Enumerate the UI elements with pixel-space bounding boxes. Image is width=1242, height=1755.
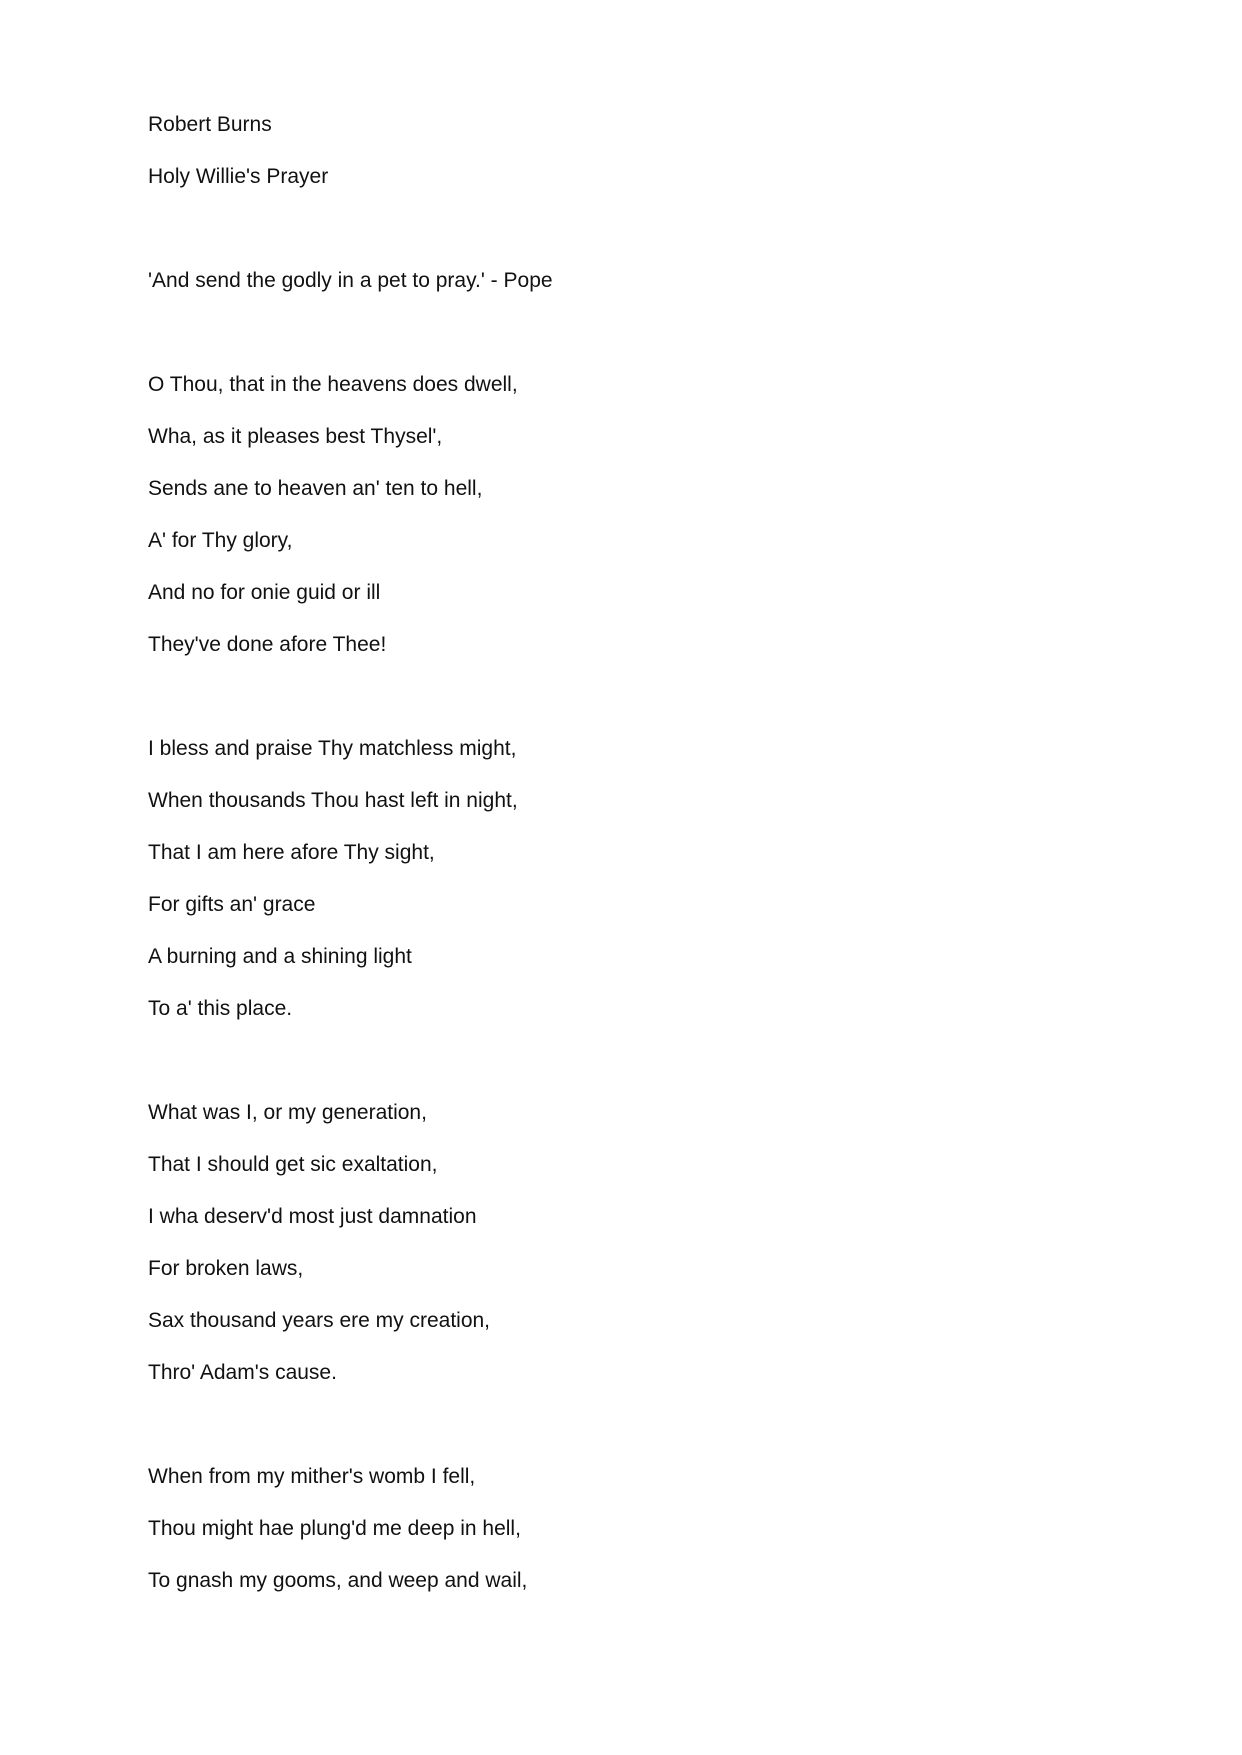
epigraph: 'And send the godly in a pet to pray.' - Pope: [148, 269, 553, 292]
poem-line: When from my mither's womb I fell,: [148, 1465, 476, 1488]
spacer: [148, 680, 1148, 732]
poem-line: And no for onie guid or ill: [148, 581, 381, 604]
spacer: [148, 316, 1148, 368]
poem-line: I wha deserv'd most just damnation: [148, 1205, 477, 1228]
author-name: Robert Burns: [148, 113, 272, 136]
poem-line: When thousands Thou hast left in night,: [148, 789, 518, 812]
poem-line: For gifts an' grace: [148, 893, 316, 916]
poem-text: [148, 108, 1148, 1616]
stanza-2: [148, 732, 1148, 1044]
poem-line: To gnash my gooms, and weep and wail,: [148, 1569, 528, 1592]
poem-line: A burning and a shining light: [148, 945, 412, 968]
poem-line: They've done afore Thee!: [148, 633, 387, 656]
poem-line: I bless and praise Thy matchless might,: [148, 737, 517, 760]
poem-line: What was I, or my generation,: [148, 1101, 427, 1124]
poem-line: Wha, as it pleases best Thysel',: [148, 425, 443, 448]
spacer: [148, 1408, 1148, 1460]
poem-line: Sax thousand years ere my creation,: [148, 1309, 491, 1332]
poem-title: Holy Willie's Prayer: [148, 165, 329, 188]
poem-line: For broken laws,: [148, 1257, 304, 1280]
spacer: [148, 212, 1148, 264]
poem-line: That I should get sic exaltation,: [148, 1153, 438, 1176]
stanza-1: [148, 368, 1148, 680]
poem-line: To a' this place.: [148, 997, 293, 1020]
poem-line: A' for Thy glory,: [148, 529, 293, 552]
stanza-3: [148, 1096, 1148, 1408]
spacer: [148, 1044, 1148, 1096]
poem-line: Thro' Adam's cause.: [148, 1361, 337, 1384]
poem-line: Thou might hae plung'd me deep in hell,: [148, 1517, 521, 1540]
stanza-4: [148, 1460, 1148, 1616]
poem-line: That I am here afore Thy sight,: [148, 841, 435, 864]
poem-line: O Thou, that in the heavens does dwell,: [148, 373, 518, 396]
poem-line: Sends ane to heaven an' ten to hell,: [148, 477, 483, 500]
